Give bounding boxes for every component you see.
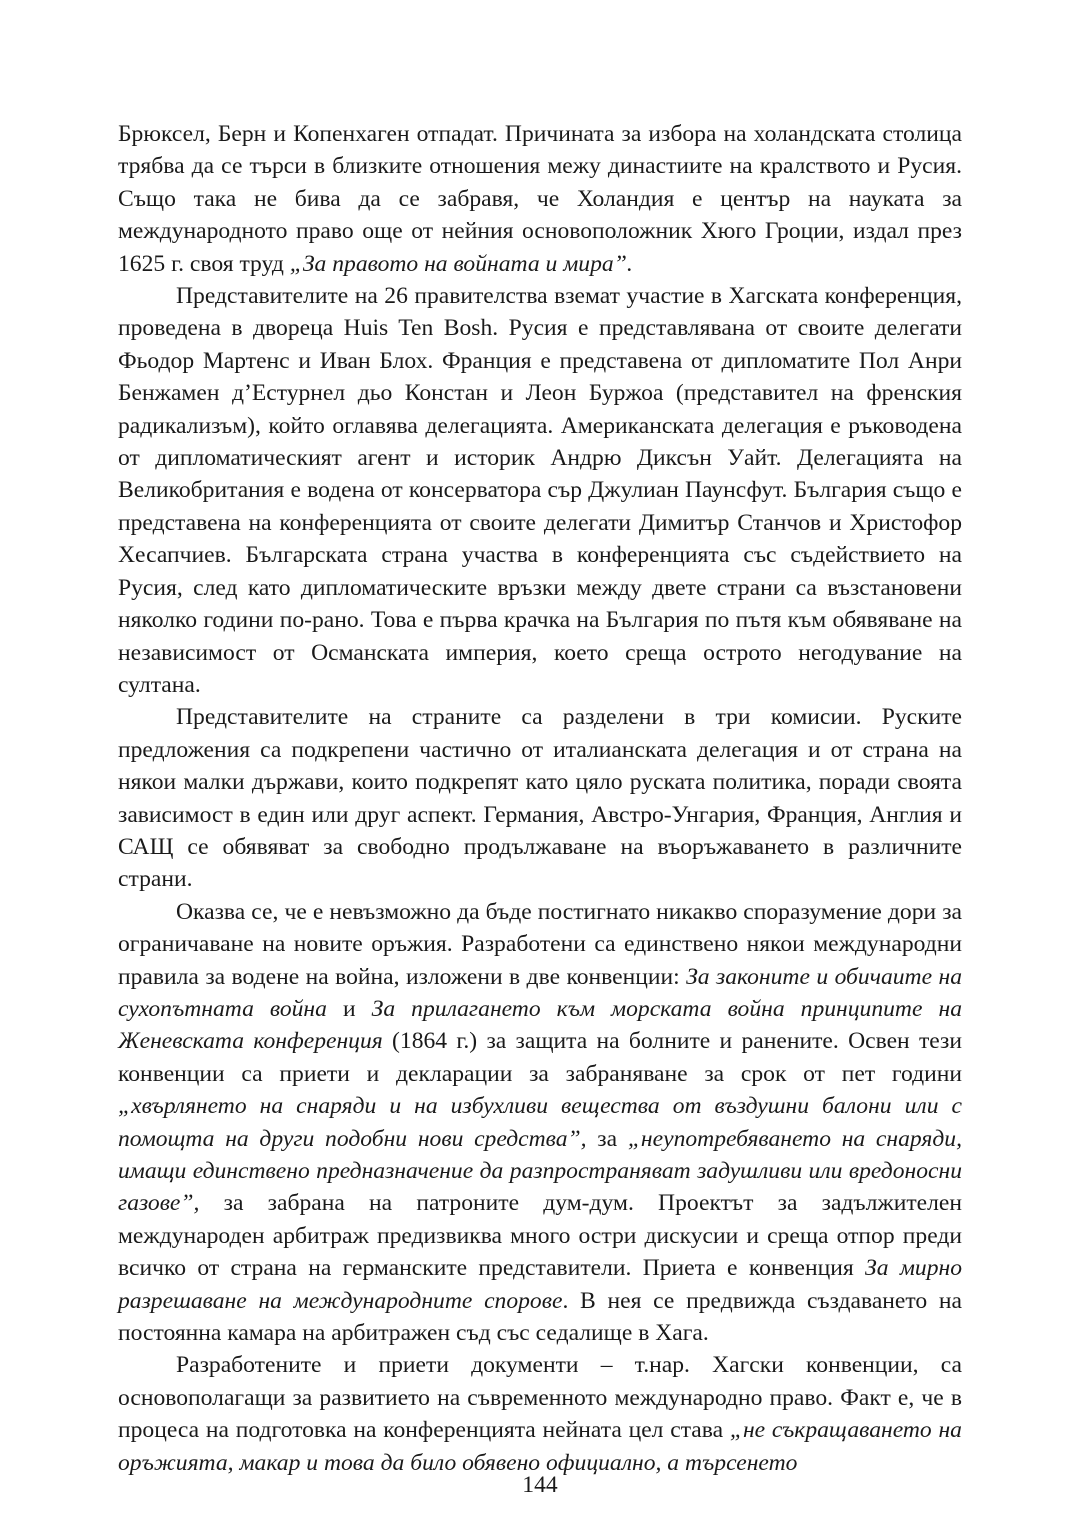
text-run: . В нея се предвижда създаването на постоянна камара на арбитражен съд със седалище в Хага. [118,1287,962,1347]
text-run: Представителите на 26 правителства вземат участие в Хагската конференция, проведена в двореца Huis Ten Bosh. Русия е представлявана от своите делегати Фьодор Мартенс и Иван Блох. Франция е представена от дипломатите Пол Анри Бенжамен д’Естурнел дьо Констан и Леон Буржоа (представител на френския радикализъм), който оглавява делегацията. Американската делегация е ръководена от дипломатическият агент и историк Андрю Диксън Уайт. Делегацията на Великобритания е водена от консерватора сър Джулиан Паунсфут. България също е представена на конференцията от своите делегати Димитър Станчов и Христофор Хесапчиев. Българската страна участва в конференцията със съдействието на Русия, след като дипломатическите връзки между двете страни са възстановени няколко години по-рано. Това е първа крачка на България по пътя към обявяване на независимост от Османската империя, което среща острото негодувание на султана. [118,283,962,698]
text-run: Представителите на страните са разделени в три комисии. Руските предложения са подкрепени частично от италианската делегация и от страна на някои малки държави, които подкрепят като цяло руската политика, поради своята зависимост в един или друг аспект. Германия, Австро-Унгария, Франция, Англия и САЩ се обявяват за свободно продължаване на въоръжаването в различните страни. [118,704,962,893]
document-page [118,118,962,1479]
text-run: и [326,995,372,1022]
text-run: Оказва се, че е невъзможно да бъде постигнато никакво споразумение дори за ограничаване на новите оръжия. Разработени са единствено някои международни правила за водене на война, изложени в две конвенции: [118,898,962,990]
italic-text-run: За мирно разрешаване на международните спорове [118,1255,962,1314]
italic-text-run: „неупотребяването на снаряди, имащи единствено предназначение да разпространяват задушливи или вредоносни газове”, [118,1125,962,1217]
italic-text-run: „не съкращаването на оръжията, макар и това да било обявено официално, а търсенето [118,1417,962,1476]
paragraph [118,701,962,895]
paragraph [118,280,962,701]
italic-text-run: „За правото на войната и мира”. [289,250,633,277]
page-number: 144 [522,1472,558,1498]
italic-text-run: За прилагането към морската война принципите на Женевската конференция [118,995,962,1055]
italic-text-run: „хвърлянето на снаряди и на избухливи вещества от въздушни балони или с помощта на други подобни нови средства”, [118,1093,962,1152]
text-run: (1864 г.) за защита на болните и ранените. Освен тези конвенции са приети и декларации за забраняване за срок от пет години [118,1028,962,1087]
paragraph [118,118,962,280]
text-run: за забрана на патроните дум-дум. Проектът за задължителен международен арбитраж предизвиква много остри дискусии и среща отпор преди всичко от страна на германските представители. Приета е конвенция [118,1190,962,1282]
text-run: за [586,1125,628,1152]
body-text [118,118,962,1479]
italic-text-run: За законите и обичаите на сухопътната война [118,963,962,1022]
text-run: Брюксел, Берн и Копенхаген отпадат. Причината за избора на холандската столица трябва да се търси в близките отношения межу династиите на кралството и Русия. Също така не бива да се забравя, че Холандия е център на науката за международното право още от нейния основоположник Хюго Гроции, издал през 1625 г. своя труд [118,121,962,277]
paragraph [118,896,962,1350]
text-run: Разработените и приети документи – т.нар. Хагски конвенции, са основополагащи за развитието на съвременното международно право. Факт е, че в процеса на подготовка на конференцията нейната цел става [118,1352,962,1444]
paragraph [118,1349,962,1479]
